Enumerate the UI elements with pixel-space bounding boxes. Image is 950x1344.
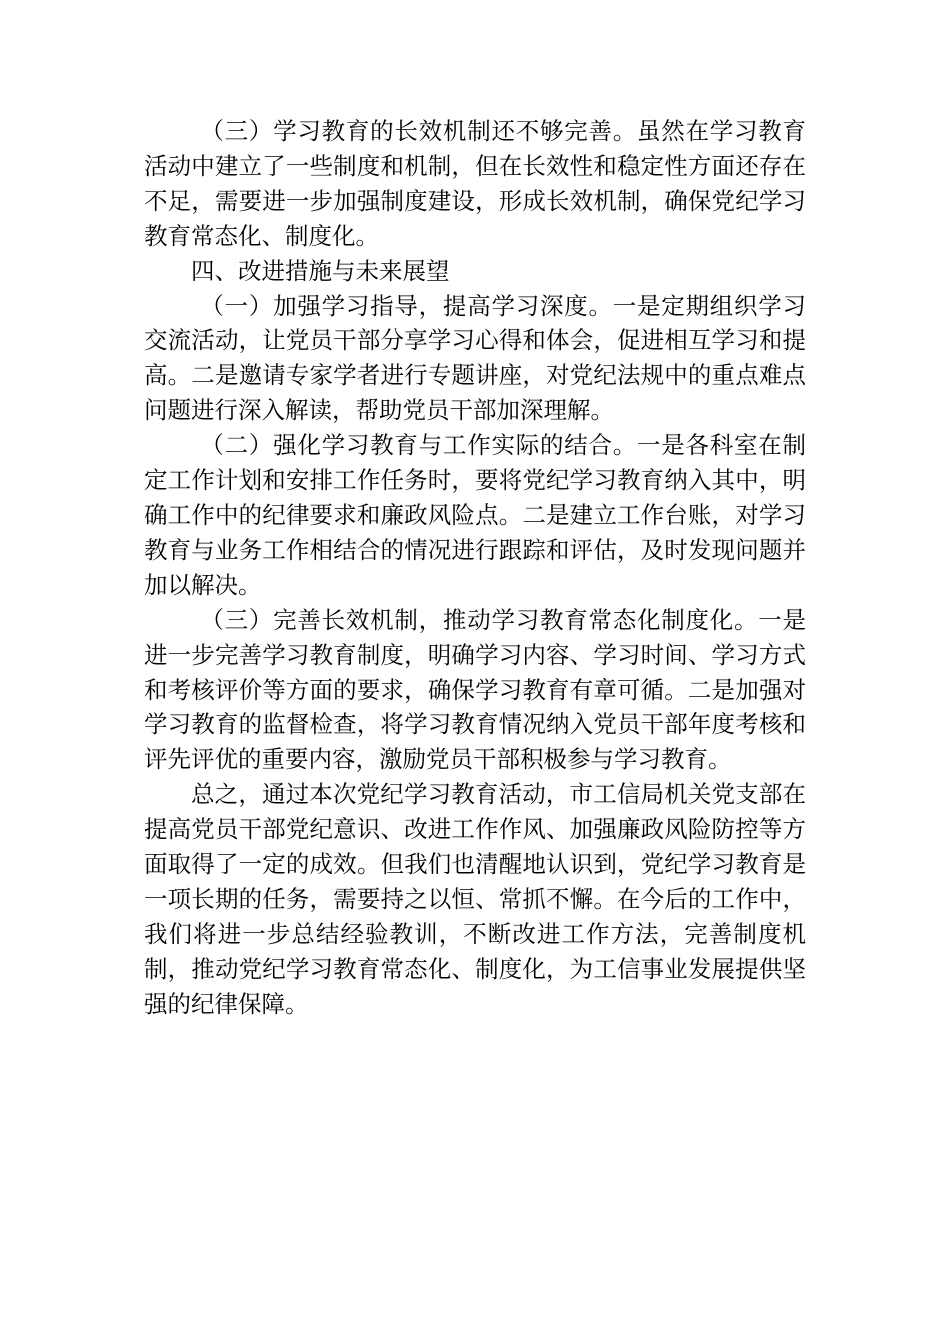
paragraph-improve-mechanism: （三）完善长效机制，推动学习教育常态化制度化。一是进一步完善学习教育制度，明确学习内容、学习时间、学习方式和考核评价等方面的要求，确保学习教育有章可循。二是加强对学习教育的监督检查，将学习教育情况纳入党员干部年度考核和评先评优的重要内容，激励党员干部积极参与学习教育。 — [144, 605, 806, 774]
section-heading-improvement-measures: 四、改进措施与未来展望 — [191, 256, 450, 285]
paragraph-strengthen-guidance: （一）加强学习指导，提高学习深度。一是定期组织学习交流活动，让党员干部分享学习心得和体会，促进相互学习和提高。二是邀请专家学者进行专题讲座，对党纪法规中的重点难点问题进行深入解读，帮助党员干部加深理解。 — [144, 291, 806, 425]
paragraph-combine-with-work: （二）强化学习教育与工作实际的结合。一是各科室在制定工作计划和安排工作任务时，要将党纪学习教育纳入其中，明确工作中的纪律要求和廉政风险点。二是建立工作台账，对学习教育与业务工作相结合的情况进行跟踪和评估，及时发现问题并加以解决。 — [144, 431, 806, 599]
paragraph-summary: 总之，通过本次党纪学习教育活动，市工信局机关党支部在提高党员干部党纪意识、改进工作作风、加强廉政风险防控等方面取得了一定的成效。但我们也清醒地认识到，党纪学习教育是一项长期的任务，需要持之以恒、常抓不懈。在今后的工作中，我们将进一步总结经验教训，不断改进工作方法，完善制度机制，推动党纪学习教育常态化、制度化，为工信事业发展提供坚强的纪律保障。 — [144, 780, 806, 1018]
document-page — [144, 114, 806, 1022]
paragraph-long-term-mechanism-issue: （三）学习教育的长效机制还不够完善。虽然在学习教育活动中建立了一些制度和机制，但在长效性和稳定性方面还存在不足，需要进一步加强制度建设，形成长效机制，确保党纪学习教育常态化、制度化。 — [144, 117, 806, 250]
